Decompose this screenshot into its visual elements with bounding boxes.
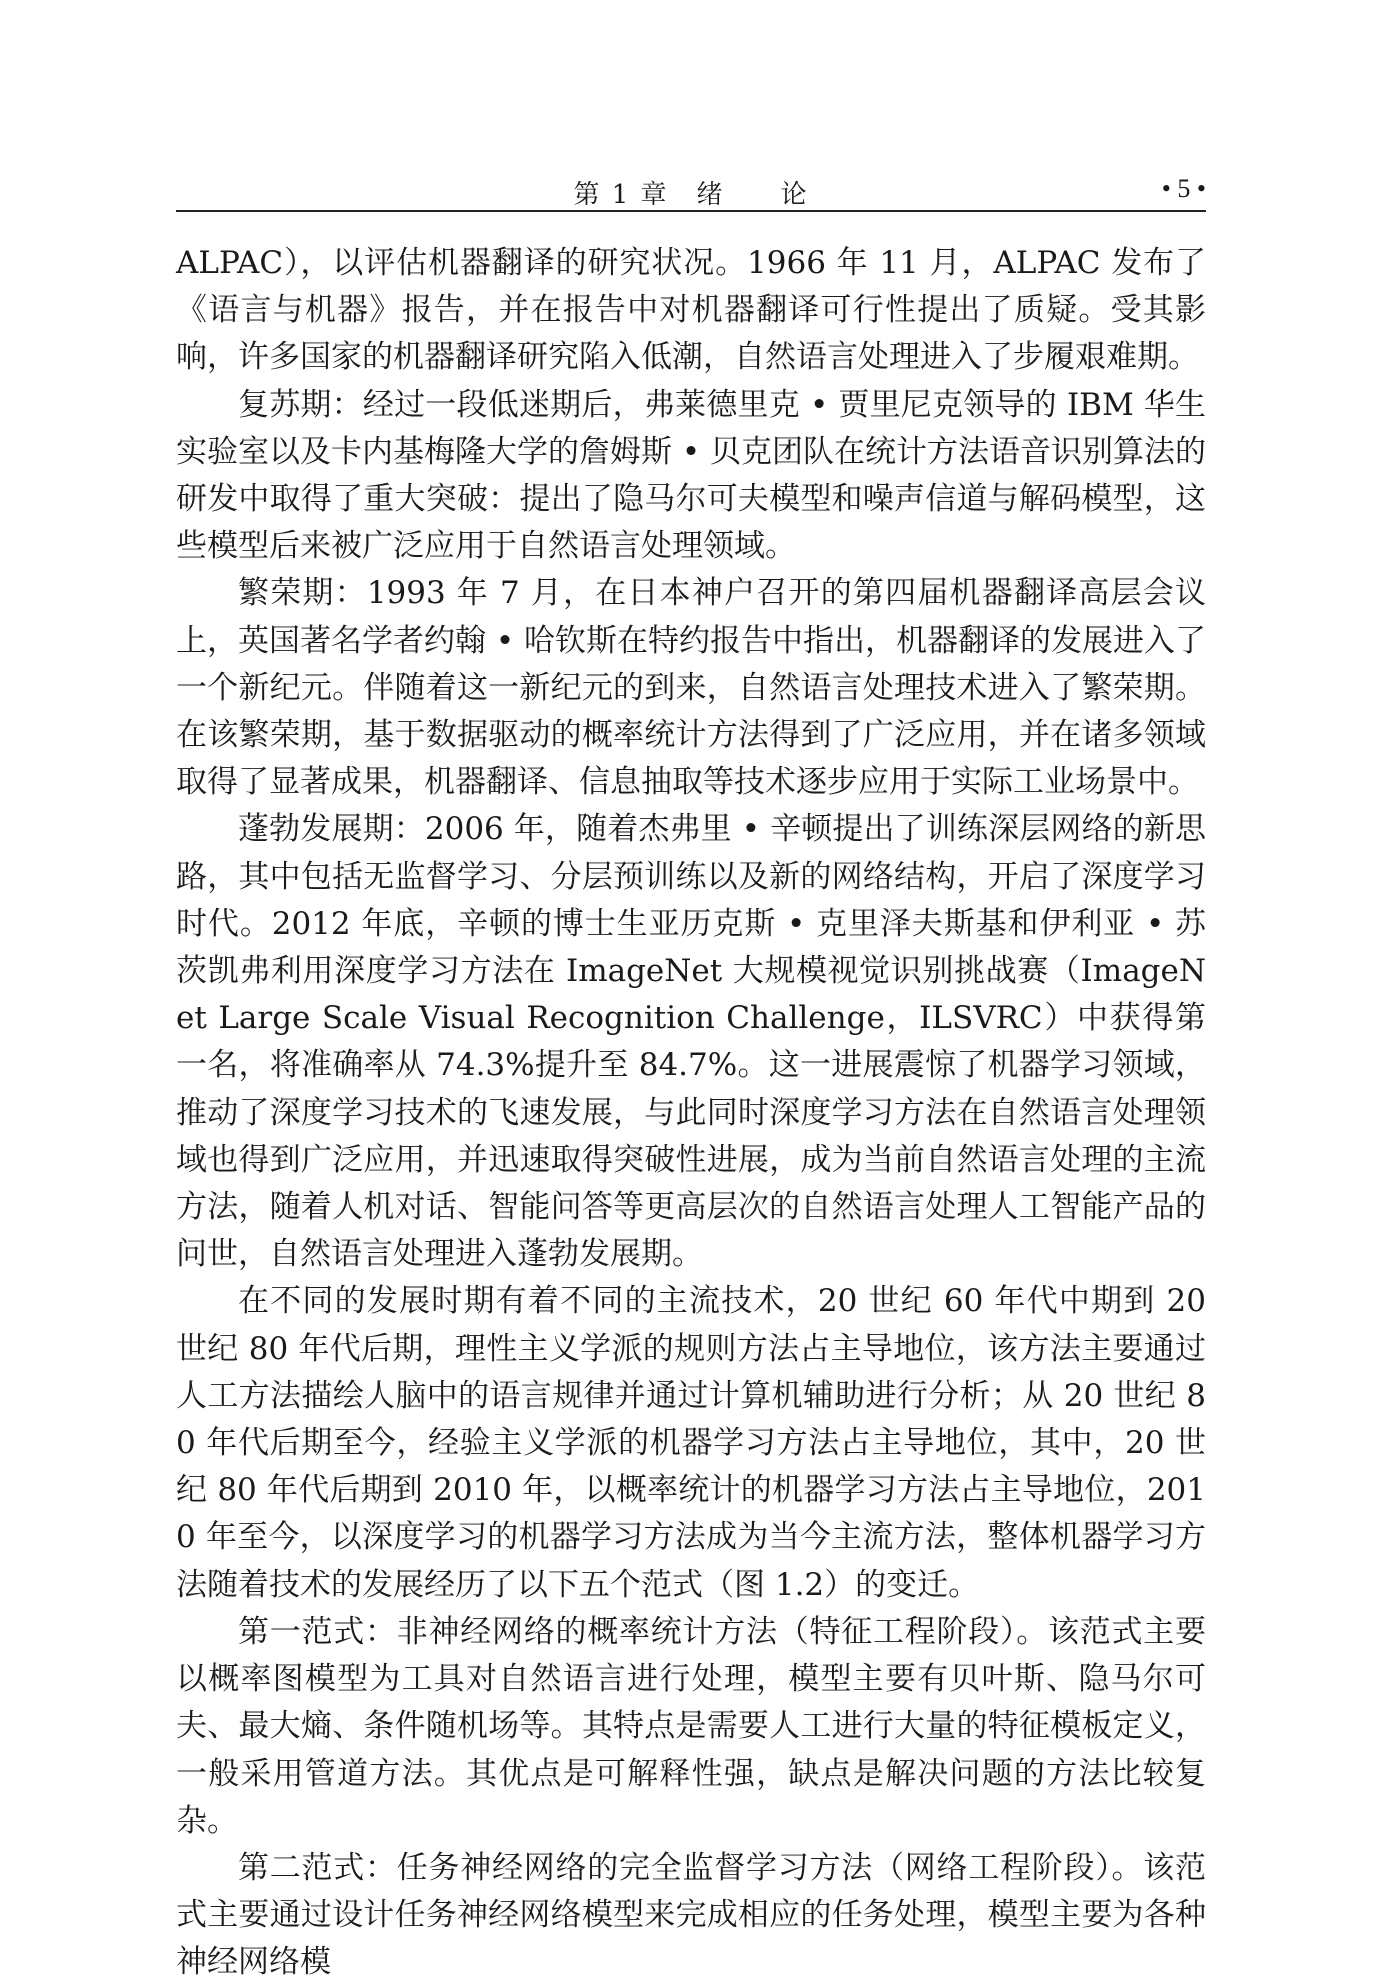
- paragraph-revival-period: 复苏期：经过一段低迷期后，弗莱德里克 • 贾里尼克领导的 IBM 华生实验室以及卡内基梅隆大学的詹姆斯 • 贝克团队在统计方法语音识别算法的研发中取得了重大突破：提出了隐马尔可夫模型和噪声信道与解码模型，这些模型后来被广泛应用于自然语言处理领域。: [176, 386, 1206, 565]
- page-number: • 5 •: [1161, 174, 1206, 203]
- paragraph-first-paradigm: 第一范式：非神经网络的概率统计方法（特征工程阶段）。该范式主要以概率图模型为工具对自然语言进行处理，模型主要有贝叶斯、隐马尔可夫、最大熵、条件随机场等。其特点是需要人工进行大量的特征模板定义，一般采用管道方法。其优点是可解释性强，缺点是解决问题的方法比较复杂。: [176, 1613, 1206, 1839]
- paragraph-alpac-continuation: ALPAC），以评估机器翻译的研究状况。1966 年 11 月，ALPAC 发布了《语言与机器》报告，并在报告中对机器翻译可行性提出了质疑。受其影响，许多国家的机器翻译研究陷入低潮，自然语言处理进入了步履艰难期。: [176, 245, 1206, 376]
- running-header: [176, 170, 1206, 212]
- paragraph-mainstream-technologies: 在不同的发展时期有着不同的主流技术，20 世纪 60 年代中期到 20 世纪 80 年代后期，理性主义学派的规则方法占主导地位，该方法主要通过人工方法描绘人脑中的语言规律并通过计算机辅助进行分析；从 20 世纪 80 年代后期至今，经验主义学派的机器学习方法占主导地位，其中，20 世纪 80 年代后期到 2010 年，以概率统计的机器学习方法占主导地位，2010 年至今，以深度学习的机器学习方法成为当今主流方法，整体机器学习方法随着技术的发展经历了以下五个范式（图 1.2）的变迁。: [176, 1283, 1206, 1603]
- paragraph-prosperity-period: 繁荣期：1993 年 7 月，在日本神户召开的第四届机器翻译高层会议上，英国著名学者约翰 • 哈钦斯在特约报告中指出，机器翻译的发展进入了一个新纪元。伴随着这一新纪元的到来，自然语言处理技术进入了繁荣期。在该繁荣期，基于数据驱动的概率统计方法得到了广泛应用，并在诸多领域取得了显著成果，机器翻译、信息抽取等技术逐步应用于实际工业场景中。: [176, 575, 1206, 801]
- paragraph-booming-period: 蓬勃发展期：2006 年，随着杰弗里 • 辛顿提出了训练深层网络的新思路，其中包括无监督学习、分层预训练以及新的网络结构，开启了深度学习时代。2012 年底，辛顿的博士生亚历克斯 • 克里泽夫斯基和伊利亚 • 苏茨凯弗利用深度学习方法在 ImageNet 大规模视觉识别挑战赛（ImageNet Large Scale Visual Recognition Challenge，ILSVRC）中获得第一名，将准确率从 74.3%提升至 84.7%。这一进展震惊了机器学习领域，推动了深度学习技术的飞速发展，与此同时深度学习方法在自然语言处理领域也得到广泛应用，并迅速取得突破性进展，成为当前自然语言处理的主流方法，随着人机对话、智能问答等更高层次的自然语言处理人工智能产品的问世，自然语言处理进入蓬勃发展期。: [176, 811, 1206, 1273]
- chapter-title: 第 1 章 绪 论: [573, 180, 809, 210]
- body-text: [176, 240, 1206, 1981]
- paragraph-second-paradigm: 第二范式：任务神经网络的完全监督学习方法（网络工程阶段）。该范式主要通过设计任务神经网络模型来完成相应的任务处理，模型主要为各种神经网络模: [176, 1849, 1206, 1981]
